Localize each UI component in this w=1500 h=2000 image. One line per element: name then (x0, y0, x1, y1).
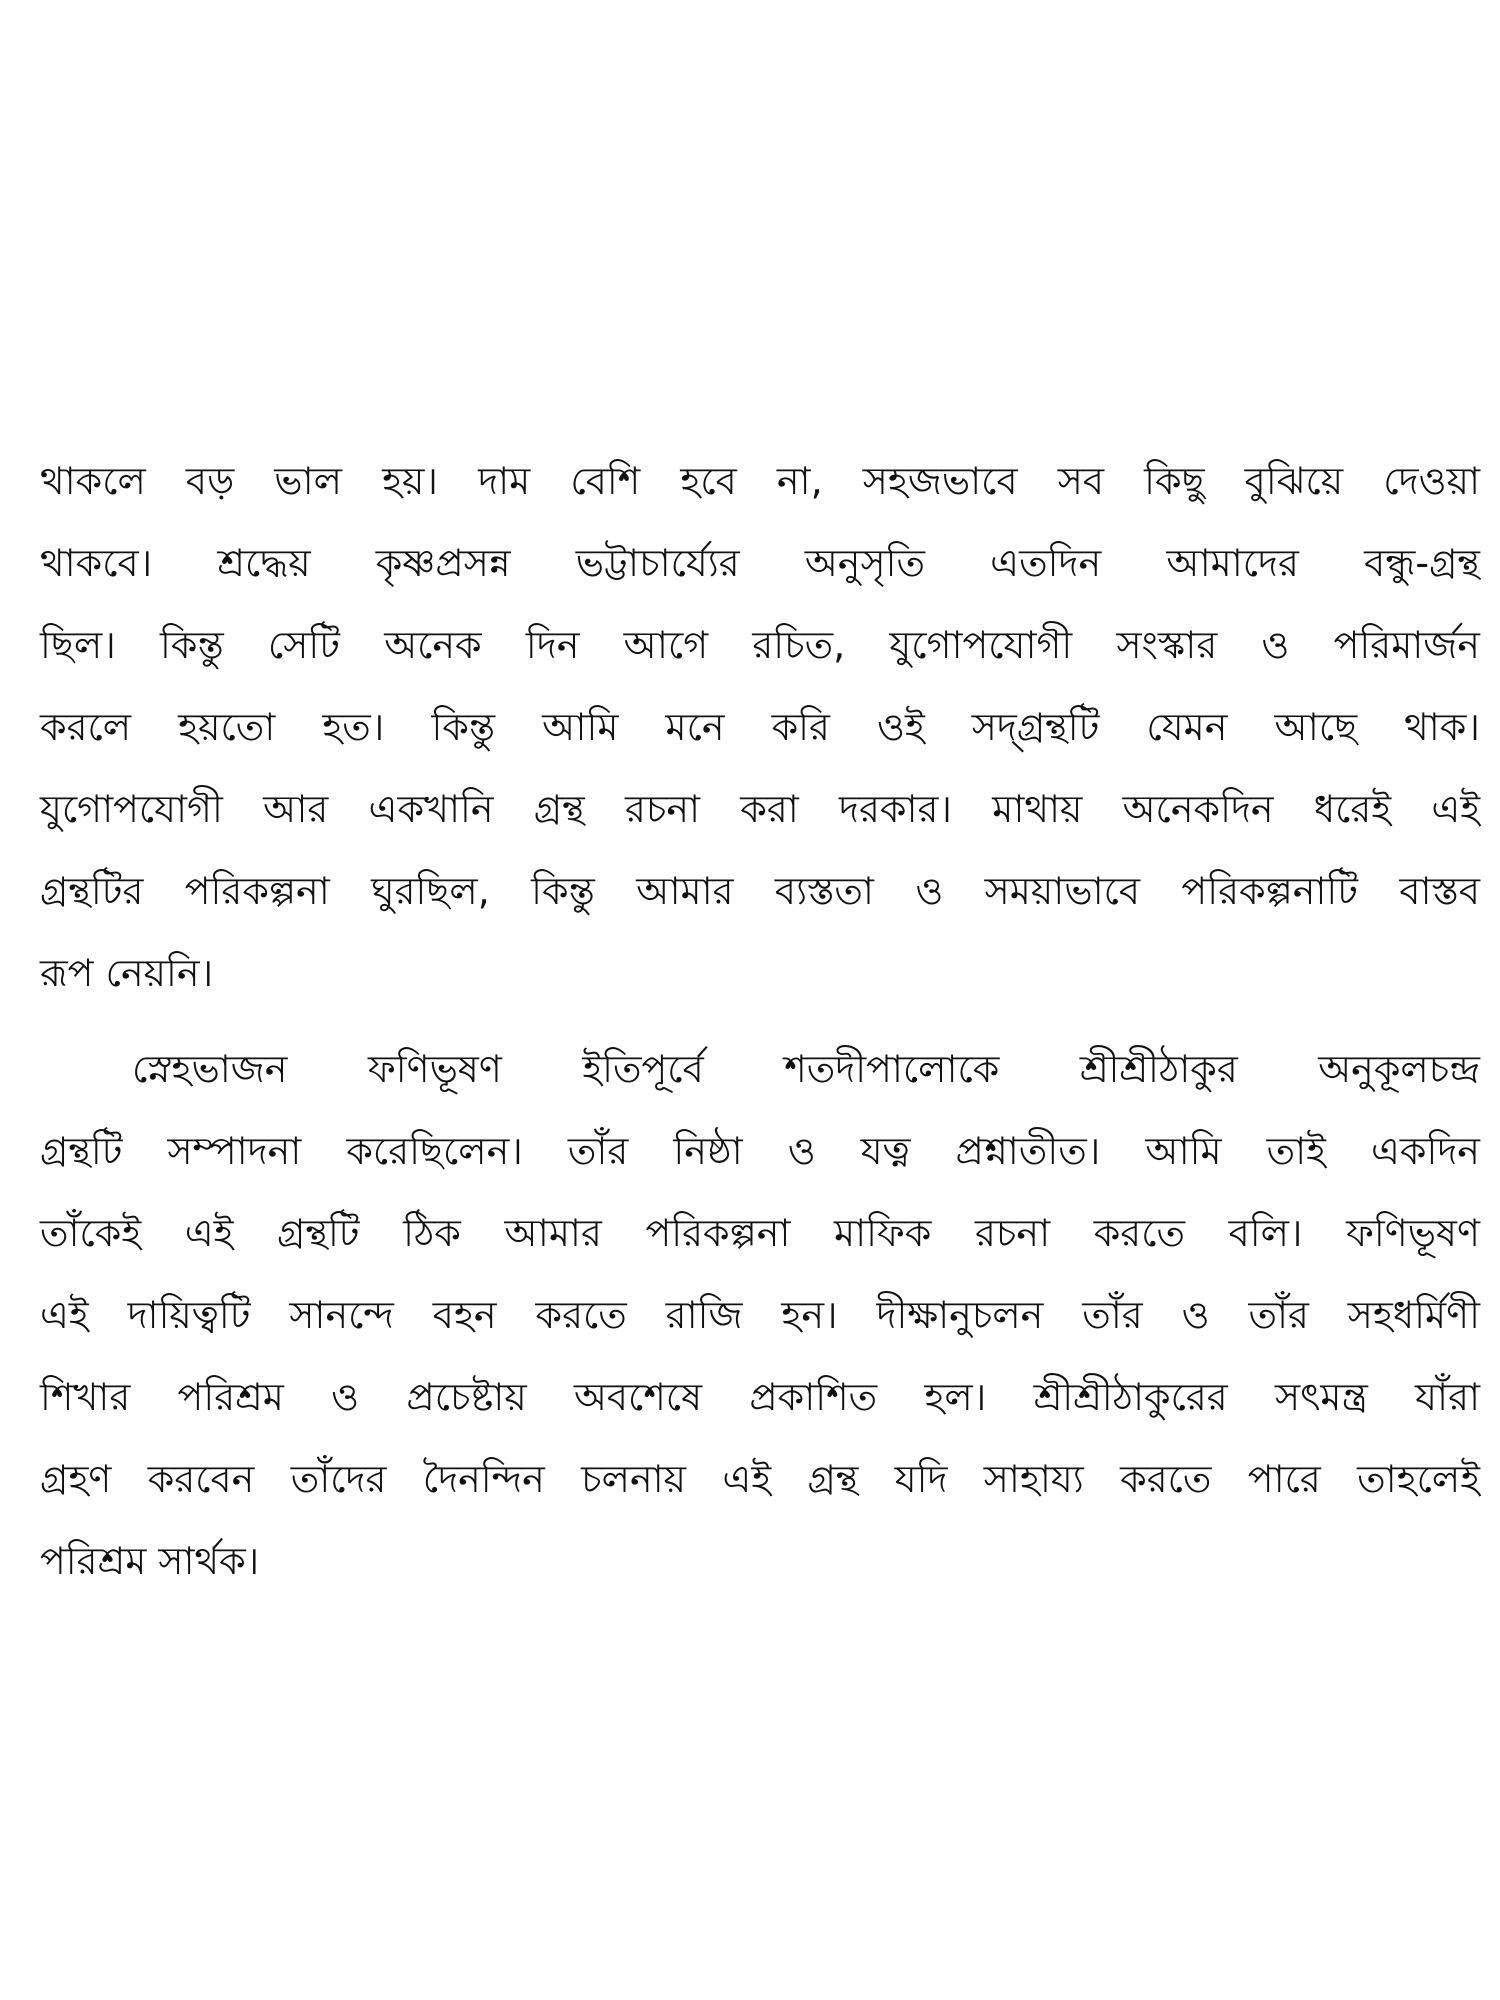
paragraph-1 (40, 440, 1480, 1014)
text-line: গ্রন্থটির পরিকল্পনা ঘুরছিল, কিন্তু আমার ব্যস্ততা ও সময়াভাবে পরিকল্পনাটি বাস্তব (40, 869, 1480, 913)
text-line: তাঁকেই এই গ্রন্থটি ঠিক আমার পরিকল্পনা মাফিক রচনা করতে বলি। ফণিভূষণ (40, 1211, 1480, 1255)
text-line: যুগোপযোগী আর একখানি গ্রন্থ রচনা করা দরকার। মাথায় অনেকদিন ধরেই এই (40, 787, 1480, 831)
body-text (40, 440, 1480, 1602)
paragraph-2 (40, 1028, 1480, 1602)
text-line: রূপ নেয়নি। (40, 951, 214, 995)
text-line: শিখার পরিশ্রম ও প্রচেষ্টায় অবশেষে প্রকাশিত হল। শ্রীশ্রীঠাকুরের সৎমন্ত্র যাঁরা (40, 1375, 1480, 1419)
text-line: স্নেহভাজন ফণিভূষণ ইতিপূর্বে শতদীপালোকে শ্রীশ্রীঠাকুর অনুকূলচন্দ্র (132, 1047, 1480, 1091)
text-line: ছিল। কিন্তু সেটি অনেক দিন আগে রচিত, যুগোপযোগী সংস্কার ও পরিমার্জন (40, 623, 1480, 667)
text-line: থাকবে। শ্রদ্ধেয় কৃষ্ণপ্রসন্ন ভট্টাচার্য্যের অনুসৃতি এতদিন আমাদের বন্ধু-গ্রন্থ (40, 541, 1480, 585)
text-line: পরিশ্রম সার্থক। (40, 1539, 260, 1583)
text-line: গ্রন্থটি সম্পাদনা করেছিলেন। তাঁর নিষ্ঠা ও যত্ন প্রশ্নাতীত। আমি তাই একদিন (40, 1129, 1480, 1173)
text-line: গ্রহণ করবেন তাঁদের দৈনন্দিন চলনায় এই গ্রন্থ যদি সাহায্য করতে পারে তাহলেই (40, 1457, 1480, 1501)
paragraph-gap (40, 1014, 1480, 1028)
text-line: এই দায়িত্বটি সানন্দে বহন করতে রাজি হন। দীক্ষানুচলন তাঁর ও তাঁর সহধর্মিণী (40, 1293, 1480, 1337)
text-line: করলে হয়তো হত। কিন্তু আমি মনে করি ওই সদ্গ্রন্থটি যেমন আছে থাক। (40, 705, 1480, 749)
text-line: থাকলে বড় ভাল হয়। দাম বেশি হবে না, সহজভাবে সব কিছু বুঝিয়ে দেওয়া (40, 459, 1480, 503)
